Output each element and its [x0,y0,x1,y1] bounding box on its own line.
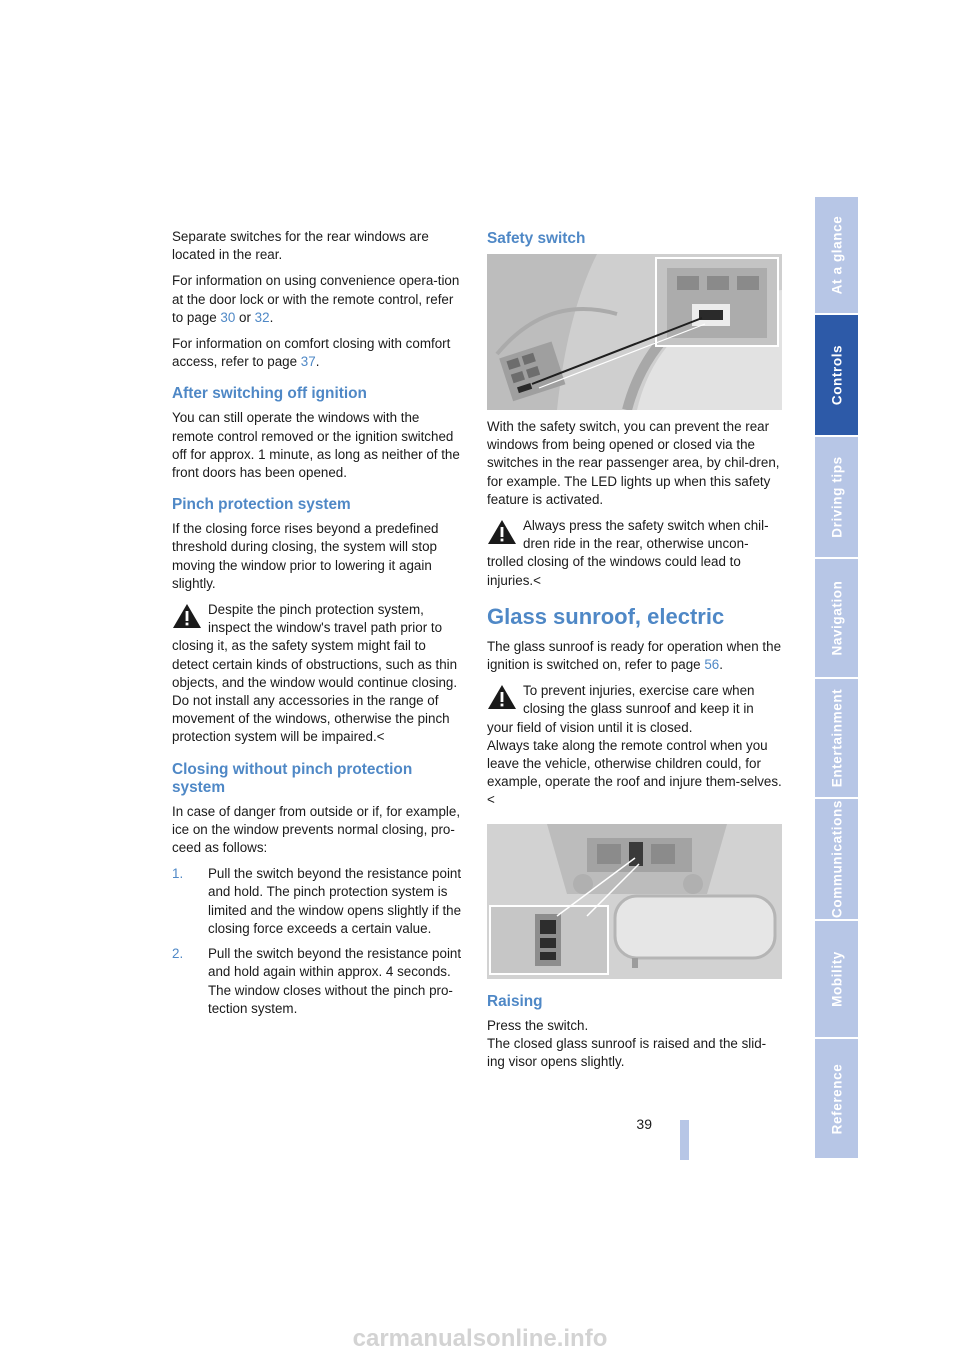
warning-text: Do not install any accessories in the range of movement of the windows, otherwise the pinch protection system will be impaired.< [172,693,450,745]
tab-entertainment[interactable] [815,679,858,799]
tab-label: Communications [829,800,844,918]
warning-pinch [172,601,464,747]
tab-label: Controls [829,344,844,406]
warning-triangle-icon [487,519,517,545]
heading-raising: Raising [487,992,543,1010]
tab-label: At a glance [829,215,844,295]
right-column [487,228,782,1079]
warning-triangle-icon [487,684,517,710]
intro-text: . [269,309,274,325]
step-text: Pull the switch beyond the resistance point and hold again within approx. 4 seconds. The window closes without the pinch pro-tection system. [208,946,462,1016]
heading-pinch-protection: Pinch protection system [172,496,351,514]
warning-triangle-icon [172,603,202,629]
sunroof-text: The glass sunroof is ready for operation when the ignition is switched on, refer to page [487,638,782,673]
warning-text: Always take along the remote control when you leave the vehicle, otherwise children could, for example, operate the roof and injure them-selves.< [487,737,782,808]
intro-paragraph-3 [172,335,464,371]
heading-after-ignition: After switching off ignition [172,385,367,403]
intro-text: or [235,309,255,325]
tab-label: Entertainment [829,688,844,788]
warning-safety-switch [487,517,782,590]
sunroof-console-illustration [487,824,782,979]
tab-label: Navigation [829,580,844,656]
paragraph-raising-1: Press the switch. [487,1017,589,1033]
tab-label: Driving tips [829,456,844,538]
warning-text: your field of vision until it is closed. [487,719,693,735]
intro-text: For information on using convenience opera-tion at the door lock or with the remote control, refer to page [172,273,460,325]
tab-navigation[interactable] [815,559,858,679]
heading-safety-switch: Safety switch [487,230,586,247]
warning-sunroof [487,682,782,809]
intro-text: For information on comfort closing with comfort access, refer to page [172,336,451,370]
intro-text: . [315,354,320,370]
list-item [172,945,464,1018]
paragraph-pinch-protection: If the closing force rises beyond a predefined threshold during closing, the system will stop moving the window prior to lowering it again slightly. [172,521,439,591]
warning-text: trolled closing of the windows could lead to injuries.< [487,554,741,588]
heading-closing-without-pinch: Closing without pinch protection system [172,760,413,796]
warning-text: closing it, as the safety system might fail to detect certain kinds of obstructions, such as thin objects, and the window would continue closing. [172,638,458,690]
sunroof-text: . [719,657,723,673]
tab-label: Reference [829,1063,844,1134]
watermark: carmanualsonline.info [352,1325,608,1352]
door-switch-illustration [487,254,782,410]
sunroof-switch-photo [487,824,782,979]
step-number: 2. [172,946,184,962]
intro-paragraph-2 [172,272,464,327]
tab-communications[interactable] [815,799,858,921]
warning-text: To prevent injuries, exercise care when closing the glass sunroof and keep it in [523,683,755,717]
steps-list [172,865,464,1018]
paragraph-raising-2: The closed glass sunroof is raised and the slid-ing visor opens slightly. [487,1035,767,1070]
tab-label: Mobility [829,951,844,1007]
section-tabs [815,197,858,1160]
paragraph-after-ignition: You can still operate the windows with the remote control removed or the ignition switched off for approx. 1 minute, as long as neither of the front doors has been opened. [172,410,460,481]
left-column [172,228,464,1025]
page-link-32[interactable]: 32 [254,309,270,325]
step-number: 1. [172,866,184,882]
tab-at-a-glance[interactable] [815,197,858,315]
tab-controls[interactable] [815,315,858,437]
intro-paragraph-1: Separate switches for the rear windows are located in the rear. [172,229,429,263]
list-item [172,865,464,938]
page-number: 39 [636,1116,652,1132]
warning-text: Always press the safety switch when chil-dren ride in the rear, otherwise uncon- [523,518,769,552]
page-link-30[interactable]: 30 [220,309,236,325]
paragraph-closing-without-pinch: In case of danger from outside or if, for example, ice on the window prevents normal closing, pro-ceed as follows: [172,803,461,856]
tab-reference[interactable] [815,1039,858,1160]
page-marker-bar [680,1120,689,1160]
heading-glass-sunroof: Glass sunroof, electric [487,603,725,629]
safety-switch-photo [487,254,782,410]
tab-driving-tips[interactable] [815,437,858,559]
page-link-37[interactable]: 37 [300,354,316,370]
step-text: Pull the switch beyond the resistance point and hold. The pinch protection system is limited and the window opens slightly if the closing force exceeds a certain value. [208,866,462,936]
paragraph-safety-switch: With the safety switch, you can prevent the rear windows from being opened or closed via the switches in the rear passenger area, by chil-dren, for example. The LED lights up when this safety feature is activated. [487,419,780,507]
warning-text: Despite the pinch protection system, inspect the window's travel path prior to [208,602,443,636]
paragraph-sunroof [487,638,782,674]
page-link-56[interactable]: 56 [704,657,720,673]
tab-mobility[interactable] [815,921,858,1039]
